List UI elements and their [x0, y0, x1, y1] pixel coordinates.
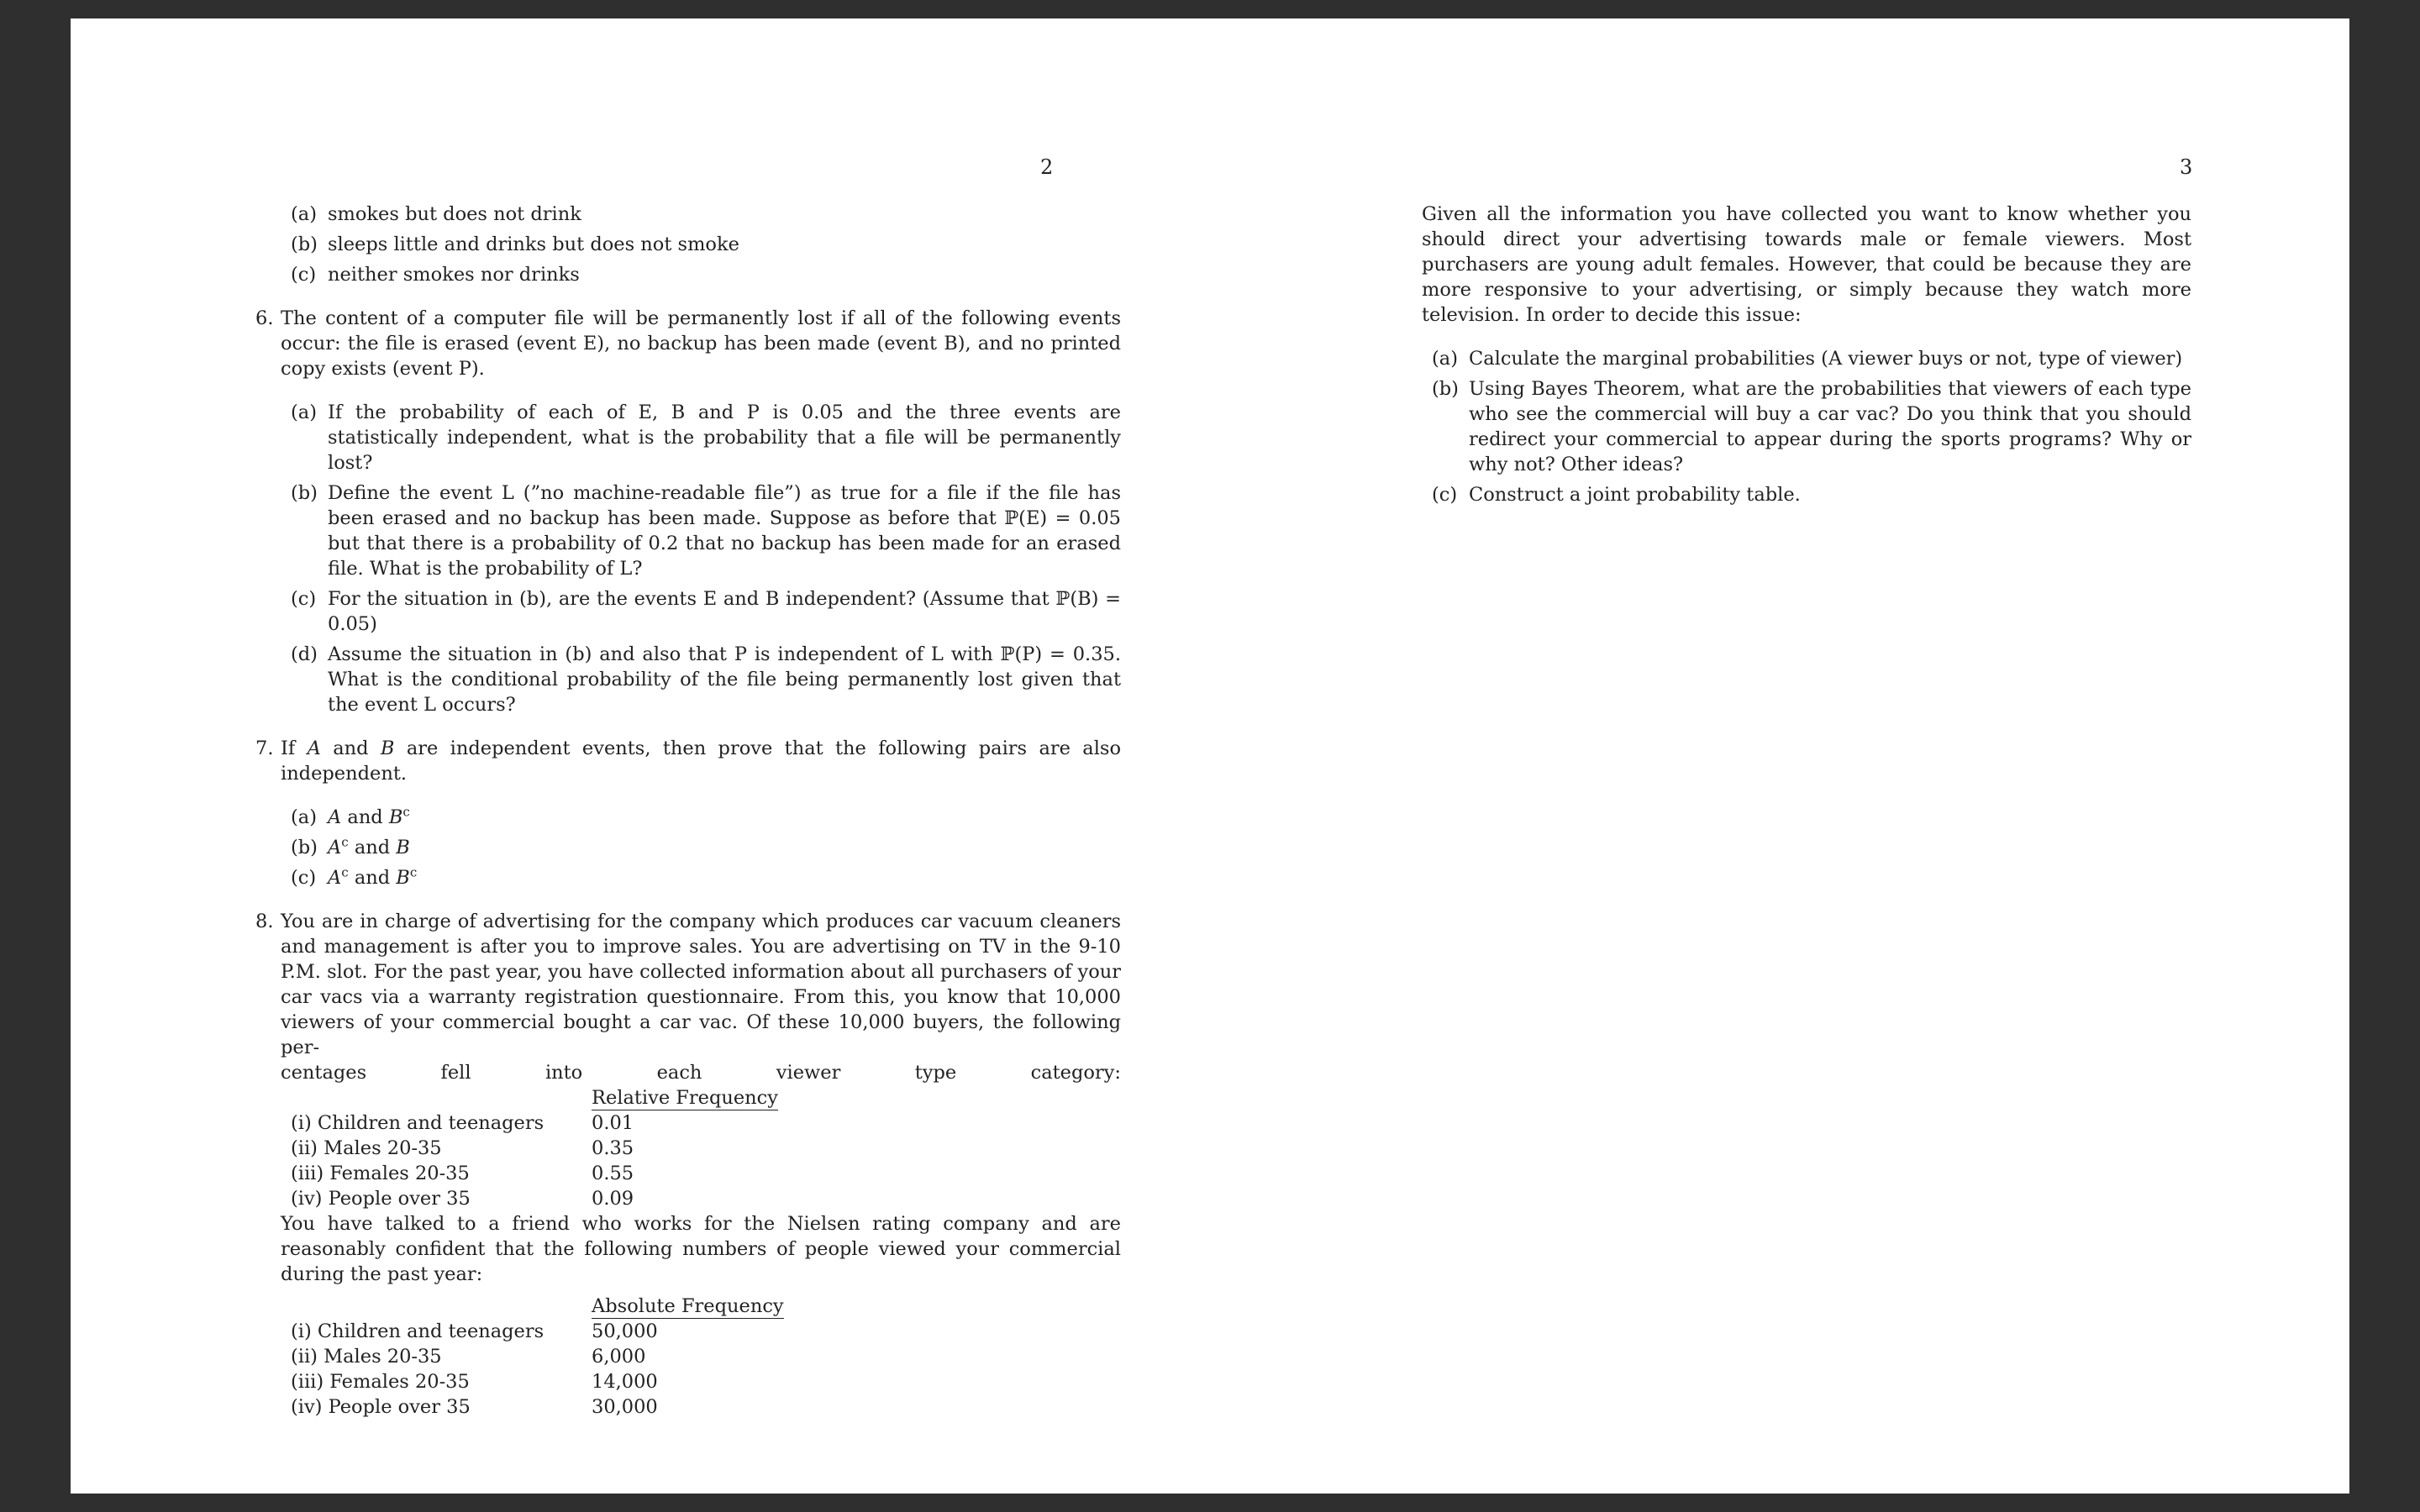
table-row: (iii) Females 20-35 14,000	[291, 1371, 658, 1393]
table-row: (i) Children and teenagers 50,000	[291, 1320, 658, 1342]
list-item: (b) Using Bayes Theorem, what are the probabilities that viewers of each type who see the commercial will buy a car vac? Do you think that you should redirect your commercial to appear during the sports programs? Why or why not? Other ideas?	[1432, 378, 2191, 475]
absolute-frequency-header: Absolute Frequency	[592, 1295, 784, 1317]
question-8-stem-last-line: centages fell into each viewer type category:	[281, 1062, 1121, 1084]
question-7-stem: If A and B are independent events, then prove that the following pairs are also independent.	[281, 738, 1122, 785]
table-row: (iii) Females 20-35 0.55	[291, 1163, 634, 1184]
page-3-items	[1432, 346, 2191, 507]
document-page	[71, 18, 2349, 1494]
question-7-items	[291, 805, 1121, 890]
table-row: (ii) Males 20-35 6,000	[291, 1346, 646, 1368]
list-item: (c) $A^c$ and $B^c$	[291, 864, 418, 889]
question-8: 8. You are in charge of advertising for the company which produces car vacuum cleaners and management is after you to improve sales. You are advertising on TV in the 9-10 P.M. slot. For the past year, you have collected information about all purchasers of your car vacs via a warranty registration questionnaire. From this, you know that 10,000 viewers of your commercial bought a car vac. Of these 10,000 buyers, the following per- centages fell into each viewer type category: Relative Frequency (i) Children and teenagers 0.01 (ii) Males 20-35 0.35 (iii) Females 20-35 0.55 (iv) People over 35 0.09 You have talked to a friend who works for the Nielsen rating company and are reasonably confident that the following numbers of people viewed your commercial during the past year: Absolute Frequency (i) Children and teenagers 50,000 (ii) Males 20-35 6,000 (iii) Females 20-35 14,000 (iv) People over 35 30,000	[255, 911, 1121, 1418]
question-6: 6. The content of a computer file will be permanently lost if all of the following events occur: the file is erased (event E), no backup has been made (event B), and no printed copy exists (event P). (a) If the probability of each of E, B and P is 0.05 and the three events are statistically independent, what is the probability that a file will be permanently lost? (b) Define the event L (”no machine-readable file”) as true for a file if the file has been erased and no backup has been made. Suppose as before that ℙ(E) = 0.05 but that there is a probability of 0.2 that no backup has been made for an erased file. What is the probability of L? (c) For the situation in (b), are the events E and B independent? (Assume that ℙ(B) = 0.05) (d) Assume the situation in (b) and also that P is independent of L with ℙ(P) = 0.35. What is the conditional probability of the file being permanently lost given that the event L occurs?	[255, 307, 1121, 716]
page-2-column	[255, 202, 1121, 1420]
page-3-intro: Given all the information you have collected you want to know whether you should direct your advertising towards male or female viewers. Most purchasers are young adult females. However, that could be because they are more responsive to your advertising, or simply because they watch more television. In order to decide this issue:	[1422, 203, 2191, 326]
page-3-column	[1422, 202, 2191, 507]
question-8-middle-text: You have talked to a friend who works for the Nielsen rating company and are reasonably confident that the following numbers of people viewed your commercial during the past year:	[281, 1213, 1121, 1285]
table-row: (iv) People over 35 30,000	[291, 1396, 658, 1418]
relative-frequency-table	[291, 1085, 1121, 1211]
list-item: (b) Define the event L (”no machine-readable file”) as true for a file if the file has been erased and no backup has been made. Suppose as before that ℙ(E) = 0.05 but that there is a probability of 0.2 that no backup has been made for an erased file. What is the probability of L?	[291, 482, 1121, 580]
list-item: (a) Calculate the marginal probabilities (A viewer buys or not, type of viewer)	[1432, 348, 2183, 370]
list-item: (a) smokes but does not drink	[291, 203, 581, 225]
q5-items	[291, 202, 1121, 287]
relative-frequency-header: Relative Frequency	[592, 1087, 778, 1109]
list-item: (c) neither smokes nor drinks	[291, 264, 580, 286]
list-item: (a) A and $B^c$	[291, 804, 410, 828]
list-item: (a) If the probability of each of E, B and P is 0.05 and the three events are statistically independent, what is the probability that a file will be permanently lost?	[291, 402, 1121, 474]
question-7: 7. If A and B are independent events, then prove that the following pairs are also independent. (a) A and $B^c$ (b) $A^c$ and B (c) $A^c$ and $B^c$	[255, 738, 1122, 889]
list-item: (d) Assume the situation in (b) and also that P is independent of L with ℙ(P) = 0.35. What is the conditional probability of the file being permanently lost given that the event L occurs?	[291, 643, 1121, 716]
question-8-stem: You are in charge of advertising for the company which produces car vacuum cleaners and management is after you to improve sales. You are advertising on TV in the 9-10 P.M. slot. For the past year, you have collected information about all purchasers of your car vacs via a warranty registration questionnaire. From this, you know that 10,000 viewers of your commercial bought a car vac. Of these 10,000 buyers, the following per-	[281, 911, 1121, 1058]
list-item: (c) Construct a joint probability table.	[1432, 484, 1801, 506]
list-item: (b) $A^c$ and B	[291, 834, 410, 858]
question-6-items	[291, 400, 1121, 717]
list-item: (b) sleeps little and drinks but does not smoke	[291, 234, 739, 255]
absolute-frequency-table	[291, 1294, 1121, 1420]
list-item: (c) For the situation in (b), are the events E and B independent? (Assume that ℙ(B) = 0.05)	[291, 588, 1121, 635]
page-number-3: 3	[2180, 155, 2193, 179]
question-6-stem: The content of a computer file will be permanently lost if all of the following events occur: the file is erased (event E), no backup has been made (event B), and no printed copy exists (event P).	[281, 307, 1121, 380]
page-number-2: 2	[1040, 155, 1054, 179]
table-row: (iv) People over 35 0.09	[291, 1188, 634, 1210]
table-row: (ii) Males 20-35 0.35	[291, 1137, 634, 1159]
table-row: (i) Children and teenagers 0.01	[291, 1112, 634, 1134]
